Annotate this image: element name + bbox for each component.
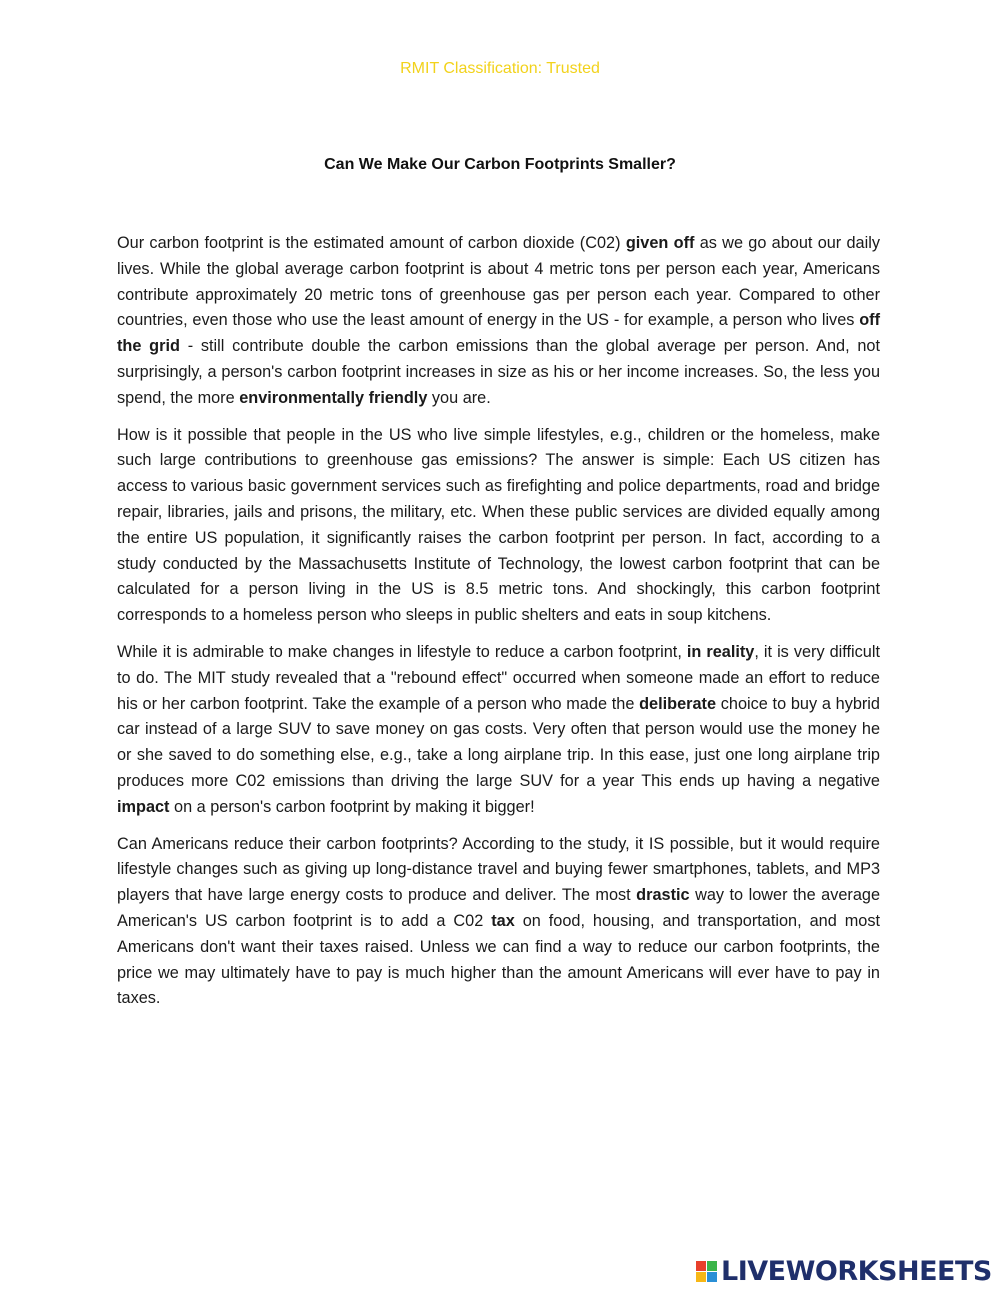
- text-run: Our carbon footprint is the estimated amount of carbon dioxide (C02): [117, 234, 626, 252]
- bold-term: given off: [625, 234, 695, 252]
- paragraph-2: [117, 423, 880, 629]
- text-run: While it is admirable to make changes in lifestyle to reduce a carbon footprint,: [117, 642, 687, 661]
- logo-square: [707, 1272, 717, 1282]
- bold-term: off the grid: [117, 311, 880, 356]
- text-run: on a person's carbon footprint by making it bigger!: [169, 797, 535, 816]
- text-run: you are.: [427, 388, 491, 407]
- text-run: as we go about our daily lives. While the global average carbon footprint is about 4 metric tons per person each year, Americans contribute approximately 20 metric tons of greenhouse gas per person each year. Compared to other countries, even those who use the least amount of energy in the US - for example, a person who lives: [117, 234, 880, 330]
- bold-term: environmentally friendly: [239, 388, 428, 407]
- logo-square: [707, 1261, 717, 1271]
- paragraph-3: [117, 640, 880, 821]
- text-run: , it is very difficult to do. The MIT study revealed that a "rebound effect" occurred when someone made an effort to reduce his or her carbon footprint. Take the example of a person who made the: [117, 642, 881, 713]
- bold-term: tax: [491, 911, 515, 930]
- bold-term: drastic: [636, 886, 690, 905]
- paragraph-4: [117, 832, 880, 1013]
- classification-label: RMIT Classification: Trusted: [400, 60, 600, 77]
- logo-squares-icon: [696, 1261, 717, 1282]
- liveworksheets-logo[interactable]: [696, 1255, 992, 1287]
- text-run: on food, housing, and transportation, and most Americans don't want their taxes raised. Unless we can find a way to reduce our carbon footprints, the price we may ultimately have to pay is much higher than the amount Americans will ever have to pay in taxes.: [117, 911, 880, 1008]
- article-body: [117, 231, 880, 1023]
- text-run: Can Americans reduce their carbon footprints? According to the study, it IS possible, but it would require lifestyle changes such as giving up long-distance travel and buying fewer smartphones, tablets, and MP3 players that have large energy costs to produce and deliver. The most: [117, 834, 880, 905]
- bold-term: deliberate: [639, 694, 717, 713]
- text-run: - still contribute double the carbon emissions than the global average per person. And, not surprisingly, a person's carbon footprint increases in size as his or her income increases. So, the less you spend, the more: [117, 337, 881, 407]
- text-run: How is it possible that people in the US who live simple lifestyles, e.g., children or the homeless, make such large contributions to greenhouse gas emissions? The answer is simple: Each US citizen has access to various basic government services such as firefighting and police departments, road and bridge repair, libraries, jails and prisons, the military, etc. When these public services are divided equally among the entire US population, it significantly raises the carbon footprint per person. In fact, according to a study conducted by the Massachusetts Institute of Technology, the lowest carbon footprint that can be calculated for a person living in the US is 8.5 metric tons. And shockingly, this carbon footprint corresponds to a homeless person who sleeps in public shelters and eats in soup kitchens.: [117, 425, 880, 625]
- paragraph-1: [117, 231, 880, 412]
- bold-term: impact: [117, 797, 170, 816]
- text-run: choice to buy a hybrid car instead of a large SUV to save money on gas costs. Very often that person would use the money he or she saved to do something else, e.g., take a long airplane trip. In this ease, just one long airplane trip produces more C02 emissions than driving the large SUV for a year This ends up having a negative: [117, 694, 880, 790]
- text-run: way to lower the average American's US carbon footprint is to add a C02: [117, 886, 880, 930]
- page-title: Can We Make Our Carbon Footprints Smaller?: [324, 156, 676, 173]
- logo-text: LIVEWORKSHEETS: [721, 1255, 992, 1287]
- logo-square: [696, 1272, 706, 1282]
- bold-term: in reality: [686, 642, 755, 661]
- logo-square: [696, 1261, 706, 1271]
